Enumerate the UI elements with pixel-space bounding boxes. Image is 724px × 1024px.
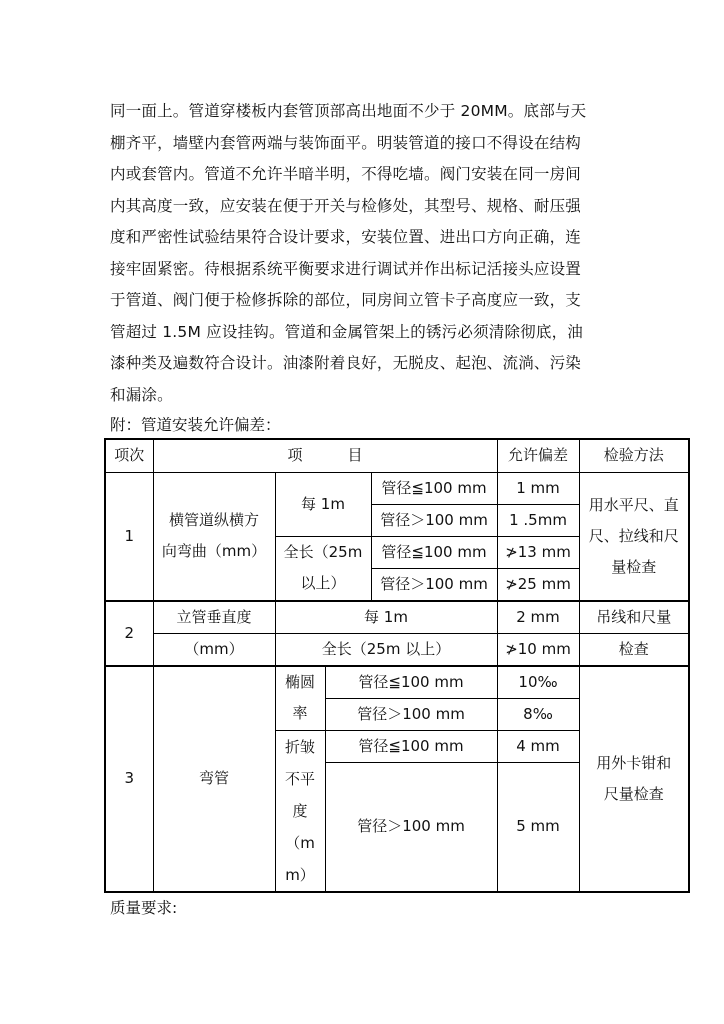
row3-method-line: 用外卡钳和 xyxy=(596,753,672,772)
row2-per-meter: 每 1m xyxy=(275,601,497,634)
row1-method-line: 量检查 xyxy=(611,557,657,576)
paragraph-line: 度和严密性试验结果符合设计要求，安装位置、进出口方向正确，连 xyxy=(110,228,582,246)
row1-tol-4: ≯25 mm xyxy=(497,568,579,601)
header-tolerance: 允许偏差 xyxy=(497,439,579,472)
row1-tol-3: ≯13 mm xyxy=(497,536,579,568)
row1-item xyxy=(153,472,275,601)
row2-full-length: 全长（25m 以上） xyxy=(275,633,497,666)
row1-no: 1 xyxy=(105,472,153,601)
row1-tol-2: 1 .5mm xyxy=(497,504,579,536)
row3-fold-line: （m xyxy=(285,833,315,852)
row3-tol-1: 10‰ xyxy=(497,666,579,699)
row3-no: 3 xyxy=(105,666,153,892)
row3-cond-gt: 管径＞100 mm xyxy=(325,698,497,730)
row2-item-a: 立管垂直度 xyxy=(153,601,275,634)
paragraph-line: 管超过 1.5M 应设挂钩。管道和金属管架上的锈污必须清除彻底，油 xyxy=(110,322,583,341)
header-no: 项次 xyxy=(105,439,153,472)
row2-tol-2: ≯10 mm xyxy=(497,633,579,666)
header-method: 检验方法 xyxy=(579,439,689,472)
row3-fold-flatness xyxy=(275,730,325,892)
row3-tol-4: 5 mm xyxy=(497,762,579,892)
row3-method xyxy=(579,666,689,892)
row2-method-a: 吊线和尺量 xyxy=(579,601,689,634)
row3-tol-3: 4 mm xyxy=(497,730,579,762)
body-paragraph xyxy=(110,96,630,411)
paragraph-line: 漆种类及遍数符合设计。油漆附着良好，无脱皮、起泡、流淌、污染 xyxy=(110,354,582,372)
row3-fold-line: 不平 xyxy=(284,769,315,788)
paragraph-line: 棚齐平，墙壁内套管两端与装饰面平。明装管道的接口不得设在结构 xyxy=(110,133,582,152)
row1-cond-gt-2: 管径＞100 mm xyxy=(371,568,497,601)
row3-fold-line: 度 xyxy=(292,801,308,820)
row1-item-line: 横管道纵横方 xyxy=(168,511,259,529)
header-item: 项 目 xyxy=(153,439,497,472)
row2-tol-1: 2 mm xyxy=(497,601,579,634)
paragraph-line: 内其高度一致，应安装在便于开关与检修处，其型号、规格、耐压强 xyxy=(110,196,582,215)
row1-tol-1: 1 mm xyxy=(497,472,579,504)
paragraph-line: 于管道、阀门便于检修拆除的部位，同房间立管卡子高度应一致，支 xyxy=(110,291,582,309)
row1-method-line: 尺、拉线和尺 xyxy=(588,526,679,545)
row2-method-b: 检查 xyxy=(579,633,689,666)
row1-cond-le: 管径≦100 mm xyxy=(371,472,497,504)
row3-ellipticity xyxy=(275,666,325,731)
row3-ellip-line: 椭圆 xyxy=(284,673,315,691)
row3-method-line: 尺量检查 xyxy=(603,784,664,803)
paragraph-line: 和漏涂。 xyxy=(110,385,173,404)
row3-item: 弯管 xyxy=(153,666,275,892)
row2-item-b: （mm） xyxy=(153,633,275,666)
row1-method-line: 用水平尺、直 xyxy=(588,495,679,514)
row1-full-length xyxy=(275,536,371,601)
row3-ellip-line: 率 xyxy=(292,704,308,722)
row3-fold-line: m） xyxy=(285,865,315,884)
row1-cond-gt: 管径＞100 mm xyxy=(371,504,497,536)
quality-requirements-label: 质量要求: xyxy=(110,899,178,917)
row3-cond-le: 管径≦100 mm xyxy=(325,666,497,699)
paragraph-line: 同一面上。管道穿楼板内套管顶部高出地面不少于 20MM。底部与天 xyxy=(110,102,587,120)
row1-full-line: 以上） xyxy=(300,574,346,592)
row3-tol-2: 8‰ xyxy=(497,698,579,730)
row1-full-line: 全长（25m xyxy=(283,543,363,561)
paragraph-line: 内或套管内。管道不允许半暗半明，不得吃墙。阀门安装在同一房间 xyxy=(110,165,582,183)
row1-item-line: 向弯曲（mm） xyxy=(161,542,267,560)
row1-per-meter: 每 1m xyxy=(275,472,371,536)
row2-no: 2 xyxy=(105,601,153,666)
row3-fold-line: 折皱 xyxy=(284,737,315,756)
row3-cond-gt-2: 管径＞100 mm xyxy=(325,762,497,892)
row3-cond-le-2: 管径≦100 mm xyxy=(325,730,497,762)
deviation-table xyxy=(104,438,690,893)
table-caption: 附：管道安装允许偏差： xyxy=(110,416,281,434)
row1-method xyxy=(579,472,689,601)
paragraph-line: 接牢固紧密。待根据系统平衡要求进行调试并作出标记活接头应设置 xyxy=(110,259,582,278)
row1-cond-le-2: 管径≦100 mm xyxy=(371,536,497,568)
